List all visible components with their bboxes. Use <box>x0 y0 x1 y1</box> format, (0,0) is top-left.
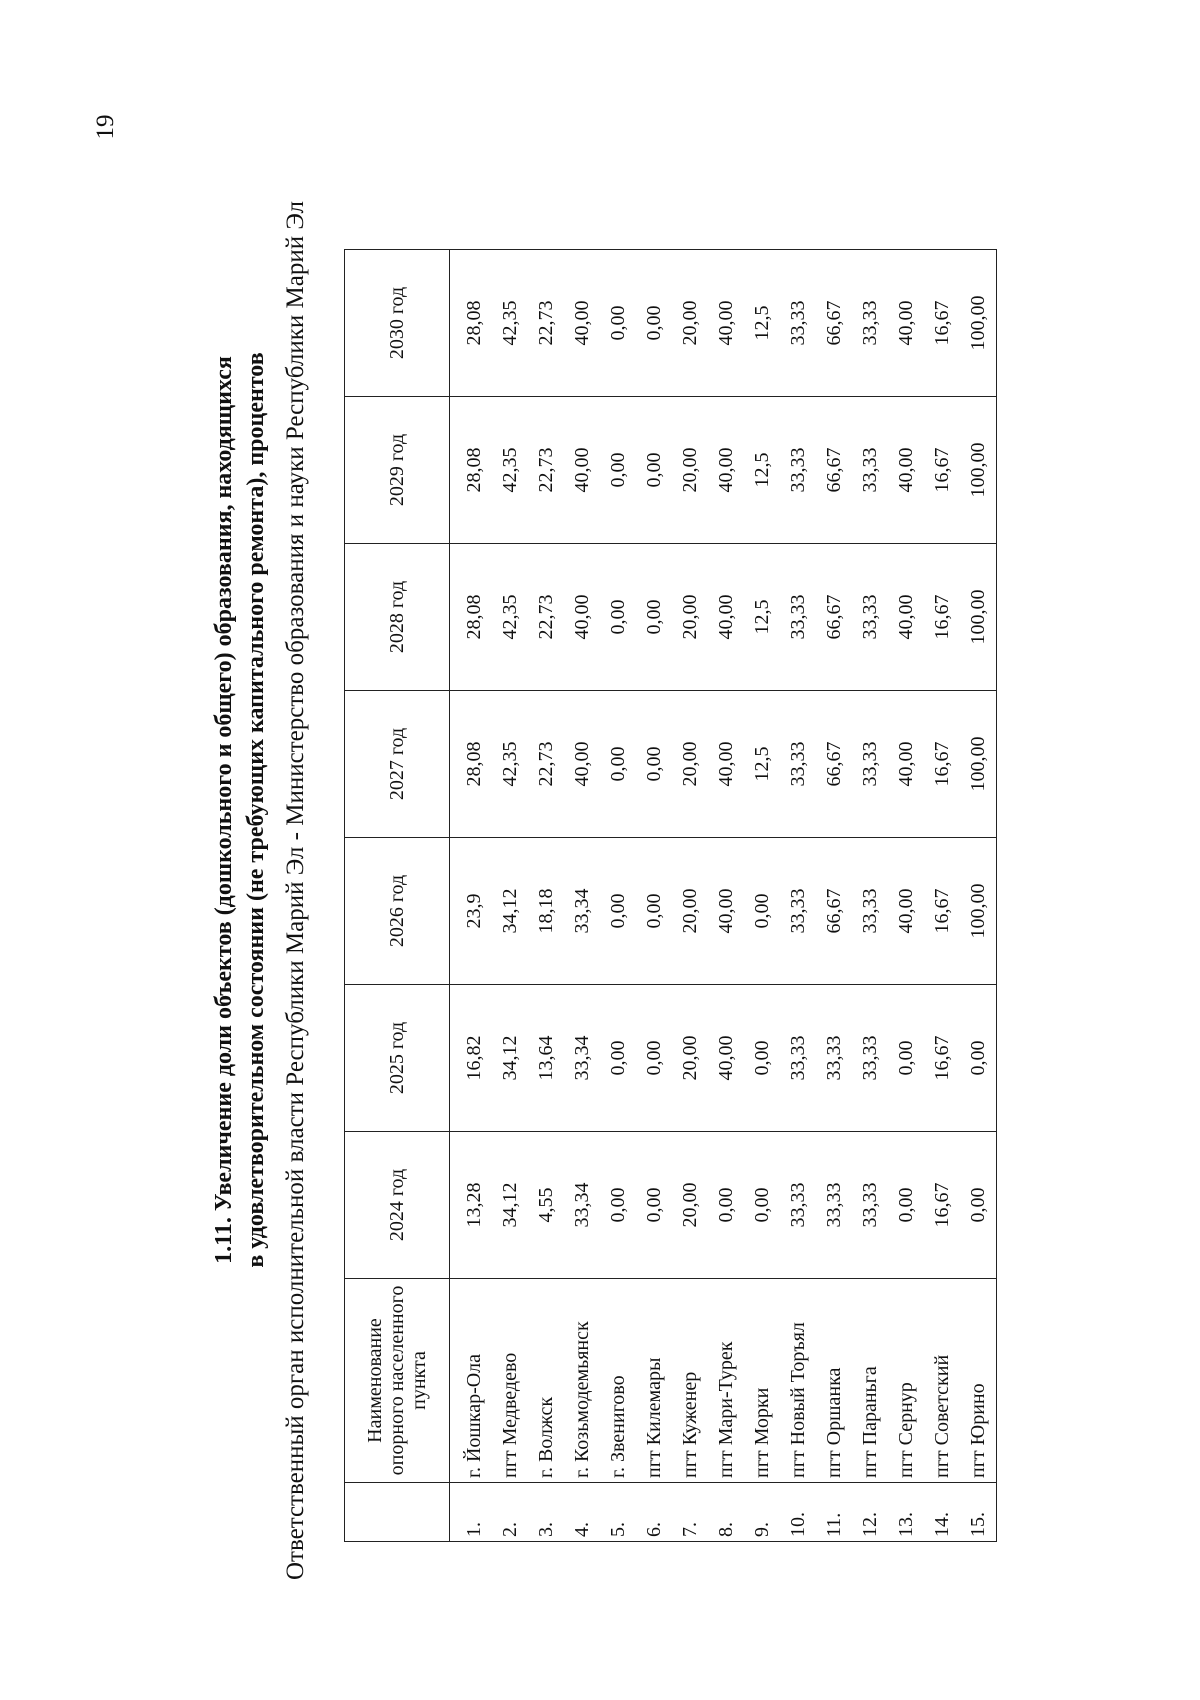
settlement-name: пгт Морки <box>744 1279 780 1483</box>
value-cell: 66,67 <box>816 838 852 985</box>
table-row <box>852 250 888 1542</box>
value-cell: 33,33 <box>816 1132 852 1279</box>
value-cell: 0,00 <box>600 985 636 1132</box>
value-cell: 33,34 <box>564 1132 600 1279</box>
value-cell: 33,33 <box>852 1132 888 1279</box>
row-number: 11. <box>816 1483 852 1542</box>
value-cell: 20,00 <box>672 691 708 838</box>
row-number: 15. <box>960 1483 997 1542</box>
value-cell: 13,28 <box>450 1132 493 1279</box>
value-cell: 42,35 <box>492 691 528 838</box>
value-cell: 33,33 <box>780 1132 816 1279</box>
value-cell: 33,33 <box>852 691 888 838</box>
value-cell: 0,00 <box>636 397 672 544</box>
value-cell: 66,67 <box>816 250 852 397</box>
settlement-name: пгт Мари-Турек <box>708 1279 744 1483</box>
value-cell: 16,67 <box>924 1132 960 1279</box>
value-cell: 33,33 <box>852 250 888 397</box>
value-cell: 28,08 <box>450 691 493 838</box>
header-name: Наименование опорного населенного пункта <box>345 1279 450 1483</box>
value-cell: 40,00 <box>708 250 744 397</box>
row-number: 13. <box>888 1483 924 1542</box>
row-number: 14. <box>924 1483 960 1542</box>
value-cell: 33,33 <box>780 985 816 1132</box>
value-cell: 12,5 <box>744 397 780 544</box>
value-cell: 20,00 <box>672 397 708 544</box>
data-table <box>344 249 997 1542</box>
value-cell: 100,00 <box>960 397 997 544</box>
value-cell: 40,00 <box>564 250 600 397</box>
settlement-name: пгт Юрино <box>960 1279 997 1483</box>
value-cell: 0,00 <box>744 838 780 985</box>
row-number: 10. <box>780 1483 816 1542</box>
table-row <box>564 250 600 1542</box>
header-year: 2027 год <box>345 691 450 838</box>
value-cell: 40,00 <box>708 985 744 1132</box>
value-cell: 20,00 <box>672 838 708 985</box>
value-cell: 16,67 <box>924 838 960 985</box>
table-row <box>744 250 780 1542</box>
settlement-name: пгт Новый Торъял <box>780 1279 816 1483</box>
value-cell: 20,00 <box>672 250 708 397</box>
value-cell: 16,67 <box>924 985 960 1132</box>
section-title-line-1: 1.11. Увеличение доли объектов (дошкольного и общего) образования, находящихся <box>211 356 237 1264</box>
settlement-name: пгт Параньга <box>852 1279 888 1483</box>
value-cell: 100,00 <box>960 838 997 985</box>
value-cell: 12,5 <box>744 250 780 397</box>
value-cell: 0,00 <box>636 691 672 838</box>
table-row <box>780 250 816 1542</box>
value-cell: 33,33 <box>780 397 816 544</box>
settlement-name: пгт Сернур <box>888 1279 924 1483</box>
value-cell: 0,00 <box>744 1132 780 1279</box>
page-number: 19 <box>92 114 119 140</box>
row-number: 4. <box>564 1483 600 1542</box>
header-year: 2029 год <box>345 397 450 544</box>
value-cell: 42,35 <box>492 544 528 691</box>
value-cell: 100,00 <box>960 544 997 691</box>
value-cell: 40,00 <box>888 838 924 985</box>
value-cell: 33,33 <box>780 691 816 838</box>
table-header-row <box>345 250 450 1542</box>
value-cell: 33,34 <box>564 838 600 985</box>
table-row <box>600 250 636 1542</box>
value-cell: 33,33 <box>816 985 852 1132</box>
value-cell: 40,00 <box>888 544 924 691</box>
value-cell: 12,5 <box>744 544 780 691</box>
value-cell: 34,12 <box>492 985 528 1132</box>
table-row <box>636 250 672 1542</box>
value-cell: 40,00 <box>888 250 924 397</box>
row-number: 12. <box>852 1483 888 1542</box>
value-cell: 22,73 <box>528 691 564 838</box>
value-cell: 22,73 <box>528 397 564 544</box>
value-cell: 33,33 <box>780 838 816 985</box>
value-cell: 22,73 <box>528 250 564 397</box>
responsible-authority: Ответственный орган исполнительной власти Республики Марий Эл - Министерство образования и науки Республики Марий Эл <box>282 200 309 1580</box>
table-row <box>816 250 852 1542</box>
value-cell: 33,33 <box>852 985 888 1132</box>
value-cell: 34,12 <box>492 838 528 985</box>
value-cell: 0,00 <box>600 397 636 544</box>
value-cell: 33,33 <box>780 544 816 691</box>
table-row <box>708 250 744 1542</box>
value-cell: 0,00 <box>636 544 672 691</box>
value-cell: 100,00 <box>960 250 997 397</box>
value-cell: 0,00 <box>636 250 672 397</box>
table-body <box>450 250 997 1542</box>
header-number <box>345 1483 450 1542</box>
value-cell: 28,08 <box>450 544 493 691</box>
value-cell: 16,67 <box>924 544 960 691</box>
header-year: 2026 год <box>345 838 450 985</box>
value-cell: 40,00 <box>708 838 744 985</box>
header-year: 2024 год <box>345 1132 450 1279</box>
value-cell: 0,00 <box>600 1132 636 1279</box>
settlement-name: г. Йошкар-Ола <box>450 1279 493 1483</box>
section-title <box>208 160 272 1460</box>
value-cell: 16,67 <box>924 397 960 544</box>
value-cell: 20,00 <box>672 1132 708 1279</box>
value-cell: 20,00 <box>672 544 708 691</box>
value-cell: 33,33 <box>780 250 816 397</box>
value-cell: 42,35 <box>492 250 528 397</box>
value-cell: 0,00 <box>888 1132 924 1279</box>
table-row <box>450 250 493 1542</box>
value-cell: 0,00 <box>636 985 672 1132</box>
value-cell: 4,55 <box>528 1132 564 1279</box>
row-number: 3. <box>528 1483 564 1542</box>
settlement-name: пгт Советский <box>924 1279 960 1483</box>
settlement-name: пгт Куженер <box>672 1279 708 1483</box>
value-cell: 33,33 <box>852 838 888 985</box>
value-cell: 0,00 <box>600 544 636 691</box>
header-year: 2025 год <box>345 985 450 1132</box>
settlement-name: г. Волжск <box>528 1279 564 1483</box>
settlement-name: пгт Оршанка <box>816 1279 852 1483</box>
value-cell: 0,00 <box>636 838 672 985</box>
table-row <box>528 250 564 1542</box>
value-cell: 16,67 <box>924 691 960 838</box>
value-cell: 12,5 <box>744 691 780 838</box>
value-cell: 23,9 <box>450 838 493 985</box>
value-cell: 66,67 <box>816 544 852 691</box>
value-cell: 33,33 <box>852 397 888 544</box>
row-number: 5. <box>600 1483 636 1542</box>
value-cell: 40,00 <box>564 691 600 838</box>
section-title-line-2: в удовлетворительном состоянии (не требующих капитального ремонта), процентов <box>243 352 269 1268</box>
settlement-name: г. Козьмодемьянск <box>564 1279 600 1483</box>
settlement-name: г. Звенигово <box>600 1279 636 1483</box>
value-cell: 13,64 <box>528 985 564 1132</box>
value-cell: 18,18 <box>528 838 564 985</box>
row-number: 6. <box>636 1483 672 1542</box>
value-cell: 0,00 <box>600 691 636 838</box>
value-cell: 33,33 <box>852 544 888 691</box>
value-cell: 0,00 <box>744 985 780 1132</box>
row-number: 9. <box>744 1483 780 1542</box>
value-cell: 28,08 <box>450 397 493 544</box>
value-cell: 0,00 <box>960 1132 997 1279</box>
value-cell: 0,00 <box>960 985 997 1132</box>
value-cell: 20,00 <box>672 985 708 1132</box>
value-cell: 28,08 <box>450 250 493 397</box>
value-cell: 40,00 <box>708 544 744 691</box>
value-cell: 66,67 <box>816 691 852 838</box>
value-cell: 40,00 <box>708 397 744 544</box>
header-year: 2030 год <box>345 250 450 397</box>
value-cell: 33,34 <box>564 985 600 1132</box>
value-cell: 0,00 <box>600 838 636 985</box>
value-cell: 40,00 <box>564 397 600 544</box>
value-cell: 16,82 <box>450 985 493 1132</box>
settlement-name: пгт Килемары <box>636 1279 672 1483</box>
value-cell: 100,00 <box>960 691 997 838</box>
value-cell: 40,00 <box>888 397 924 544</box>
header-year: 2028 год <box>345 544 450 691</box>
table-row <box>960 250 997 1542</box>
row-number: 1. <box>450 1483 493 1542</box>
settlement-name: пгт Медведево <box>492 1279 528 1483</box>
value-cell: 42,35 <box>492 397 528 544</box>
row-number: 8. <box>708 1483 744 1542</box>
table-row <box>924 250 960 1542</box>
value-cell: 40,00 <box>564 544 600 691</box>
value-cell: 66,67 <box>816 397 852 544</box>
row-number: 7. <box>672 1483 708 1542</box>
value-cell: 0,00 <box>888 985 924 1132</box>
value-cell: 40,00 <box>708 691 744 838</box>
table-row <box>672 250 708 1542</box>
value-cell: 0,00 <box>636 1132 672 1279</box>
value-cell: 0,00 <box>708 1132 744 1279</box>
row-number: 2. <box>492 1483 528 1542</box>
value-cell: 0,00 <box>600 250 636 397</box>
table-row <box>492 250 528 1542</box>
value-cell: 34,12 <box>492 1132 528 1279</box>
value-cell: 22,73 <box>528 544 564 691</box>
table-row <box>888 250 924 1542</box>
value-cell: 16,67 <box>924 250 960 397</box>
value-cell: 40,00 <box>888 691 924 838</box>
